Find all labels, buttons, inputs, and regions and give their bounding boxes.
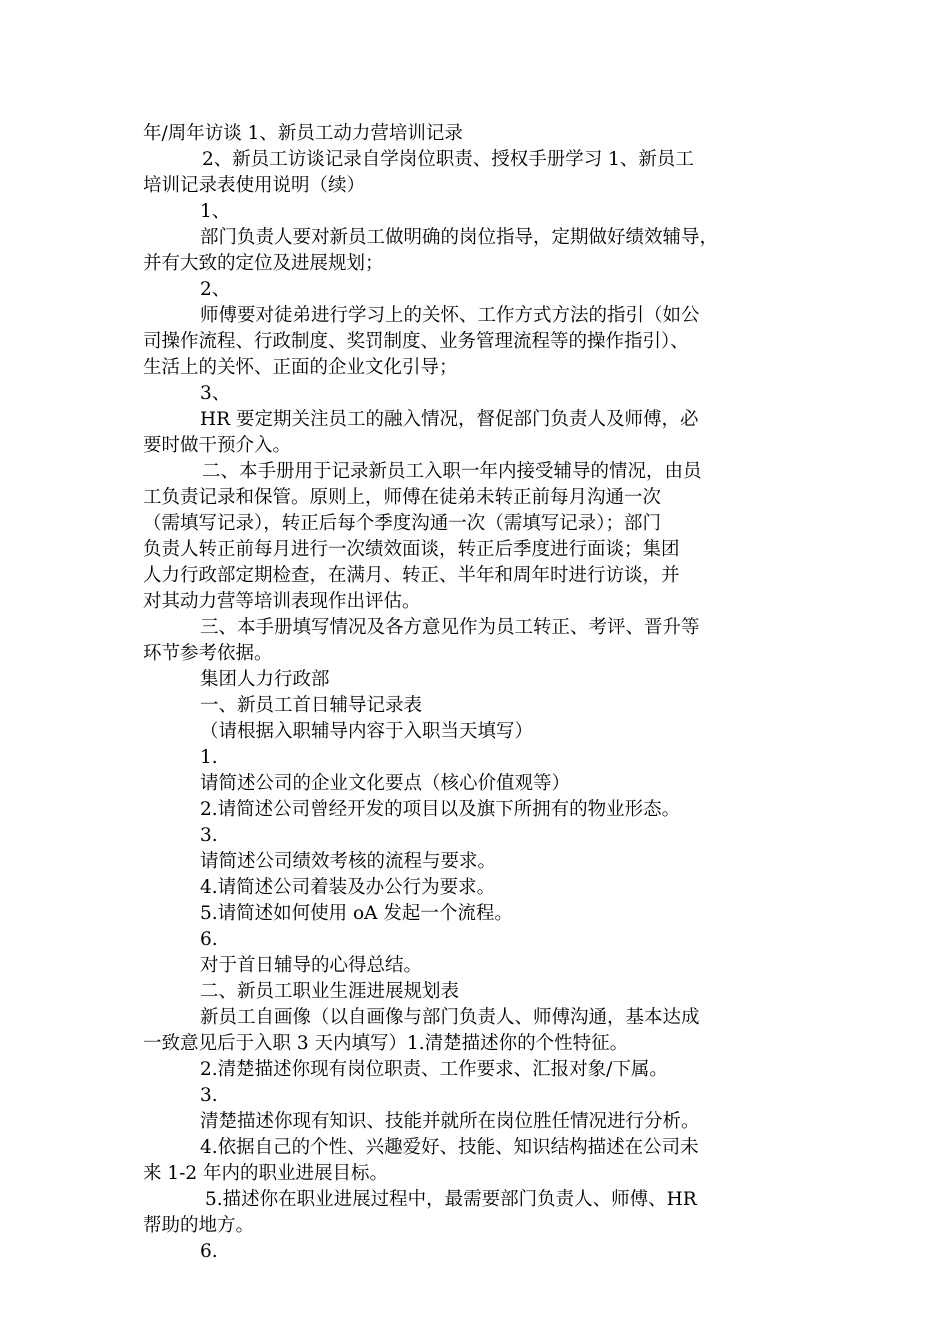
text-line: 生活上的关怀、正面的企业文化引导； — [143, 357, 458, 378]
text-line: 4.请简述公司着装及办公行为要求。 — [200, 877, 496, 898]
text-line: 二、本手册用于记录新员工入职一年内接受辅导的情况，由员 — [202, 461, 702, 482]
text-line: 年/周年访谈 1、新员工动力营培训记录 — [143, 123, 463, 144]
text-line: 请简述公司的企业文化要点（核心价值观等） — [200, 773, 571, 794]
text-line: 一、新员工首日辅导记录表 — [200, 695, 423, 716]
text-line: 3. — [200, 1085, 218, 1106]
text-line: 集团人力行政部 — [200, 669, 330, 690]
text-line: 2、 — [200, 279, 231, 300]
text-line: 并有大致的定位及进展规划； — [143, 253, 384, 274]
text-line: 培训记录表使用说明（续） — [143, 175, 366, 196]
text-line: 环节参考依据。 — [143, 643, 273, 664]
text-line: 帮助的地方。 — [143, 1215, 255, 1236]
text-line: 司操作流程、行政制度、奖罚制度、业务管理流程等的操作指引）、 — [143, 331, 689, 352]
text-line: 5.描述你在职业进展过程中，最需要部门负责人、师傅、HR — [205, 1189, 697, 1210]
text-line: 三、本手册填写情况及各方意见作为员工转正、考评、晋升等 — [200, 617, 700, 638]
text-line: 6. — [200, 929, 218, 950]
text-line: 负责人转正前每月进行一次绩效面谈，转正后季度进行面谈；集团 — [143, 539, 680, 560]
text-line: 1. — [200, 747, 218, 768]
text-line: 请简述公司绩效考核的流程与要求。 — [200, 851, 497, 872]
document-body — [143, 121, 811, 1265]
text-line: （请根据入职辅导内容于入职当天填写） — [200, 721, 534, 742]
text-line: 2.请简述公司曾经开发的项目以及旗下所拥有的物业形态。 — [200, 799, 681, 820]
text-line: HR 要定期关注员工的融入情况，督促部门负责人及师傅，必 — [200, 409, 699, 430]
text-line: 6. — [200, 1241, 218, 1262]
text-line: 一致意见后于入职 3 天内填写）1.清楚描述你的个性特征。 — [143, 1033, 629, 1054]
text-line: （需填写记录），转正后每个季度沟通一次（需填写记录）；部门 — [143, 513, 662, 534]
text-line: 对于首日辅导的心得总结。 — [200, 955, 423, 976]
text-line: 部门负责人要对新员工做明确的岗位指导，定期做好绩效辅导， — [200, 227, 719, 248]
text-line: 师傅要对徒弟进行学习上的关怀、工作方式方法的指引（如公 — [200, 305, 700, 326]
text-line: 2、新员工访谈记录自学岗位职责、授权手册学习 1、新员工 — [202, 149, 694, 170]
text-line: 要时做干预介入。 — [143, 435, 292, 456]
text-line: 1、 — [200, 201, 231, 222]
text-line: 二、新员工职业生涯进展规划表 — [200, 981, 460, 1002]
text-line: 3、 — [200, 383, 231, 404]
text-line: 新员工自画像（以自画像与部门负责人、师傅沟通，基本达成 — [200, 1007, 700, 1028]
text-line: 4.依据自己的个性、兴趣爱好、技能、知识结构描述在公司未 — [200, 1137, 699, 1158]
text-line: 人力行政部定期检查，在满月、转正、半年和周年时进行访谈，并 — [143, 565, 680, 586]
text-line: 来 1-2 年内的职业进展目标。 — [143, 1163, 389, 1184]
text-line: 5.请简述如何使用 oA 发起一个流程。 — [200, 903, 513, 924]
text-line: 清楚描述你现有知识、技能并就所在岗位胜任情况进行分析。 — [200, 1111, 700, 1132]
text-line: 工负责记录和保管。原则上，师傅在徒弟未转正前每月沟通一次 — [143, 487, 662, 508]
text-line: 对其动力营等培训表现作出评估。 — [143, 591, 421, 612]
text-line: 3. — [200, 825, 218, 846]
text-line: 2.清楚描述你现有岗位职责、工作要求、汇报对象/下属。 — [200, 1059, 668, 1080]
